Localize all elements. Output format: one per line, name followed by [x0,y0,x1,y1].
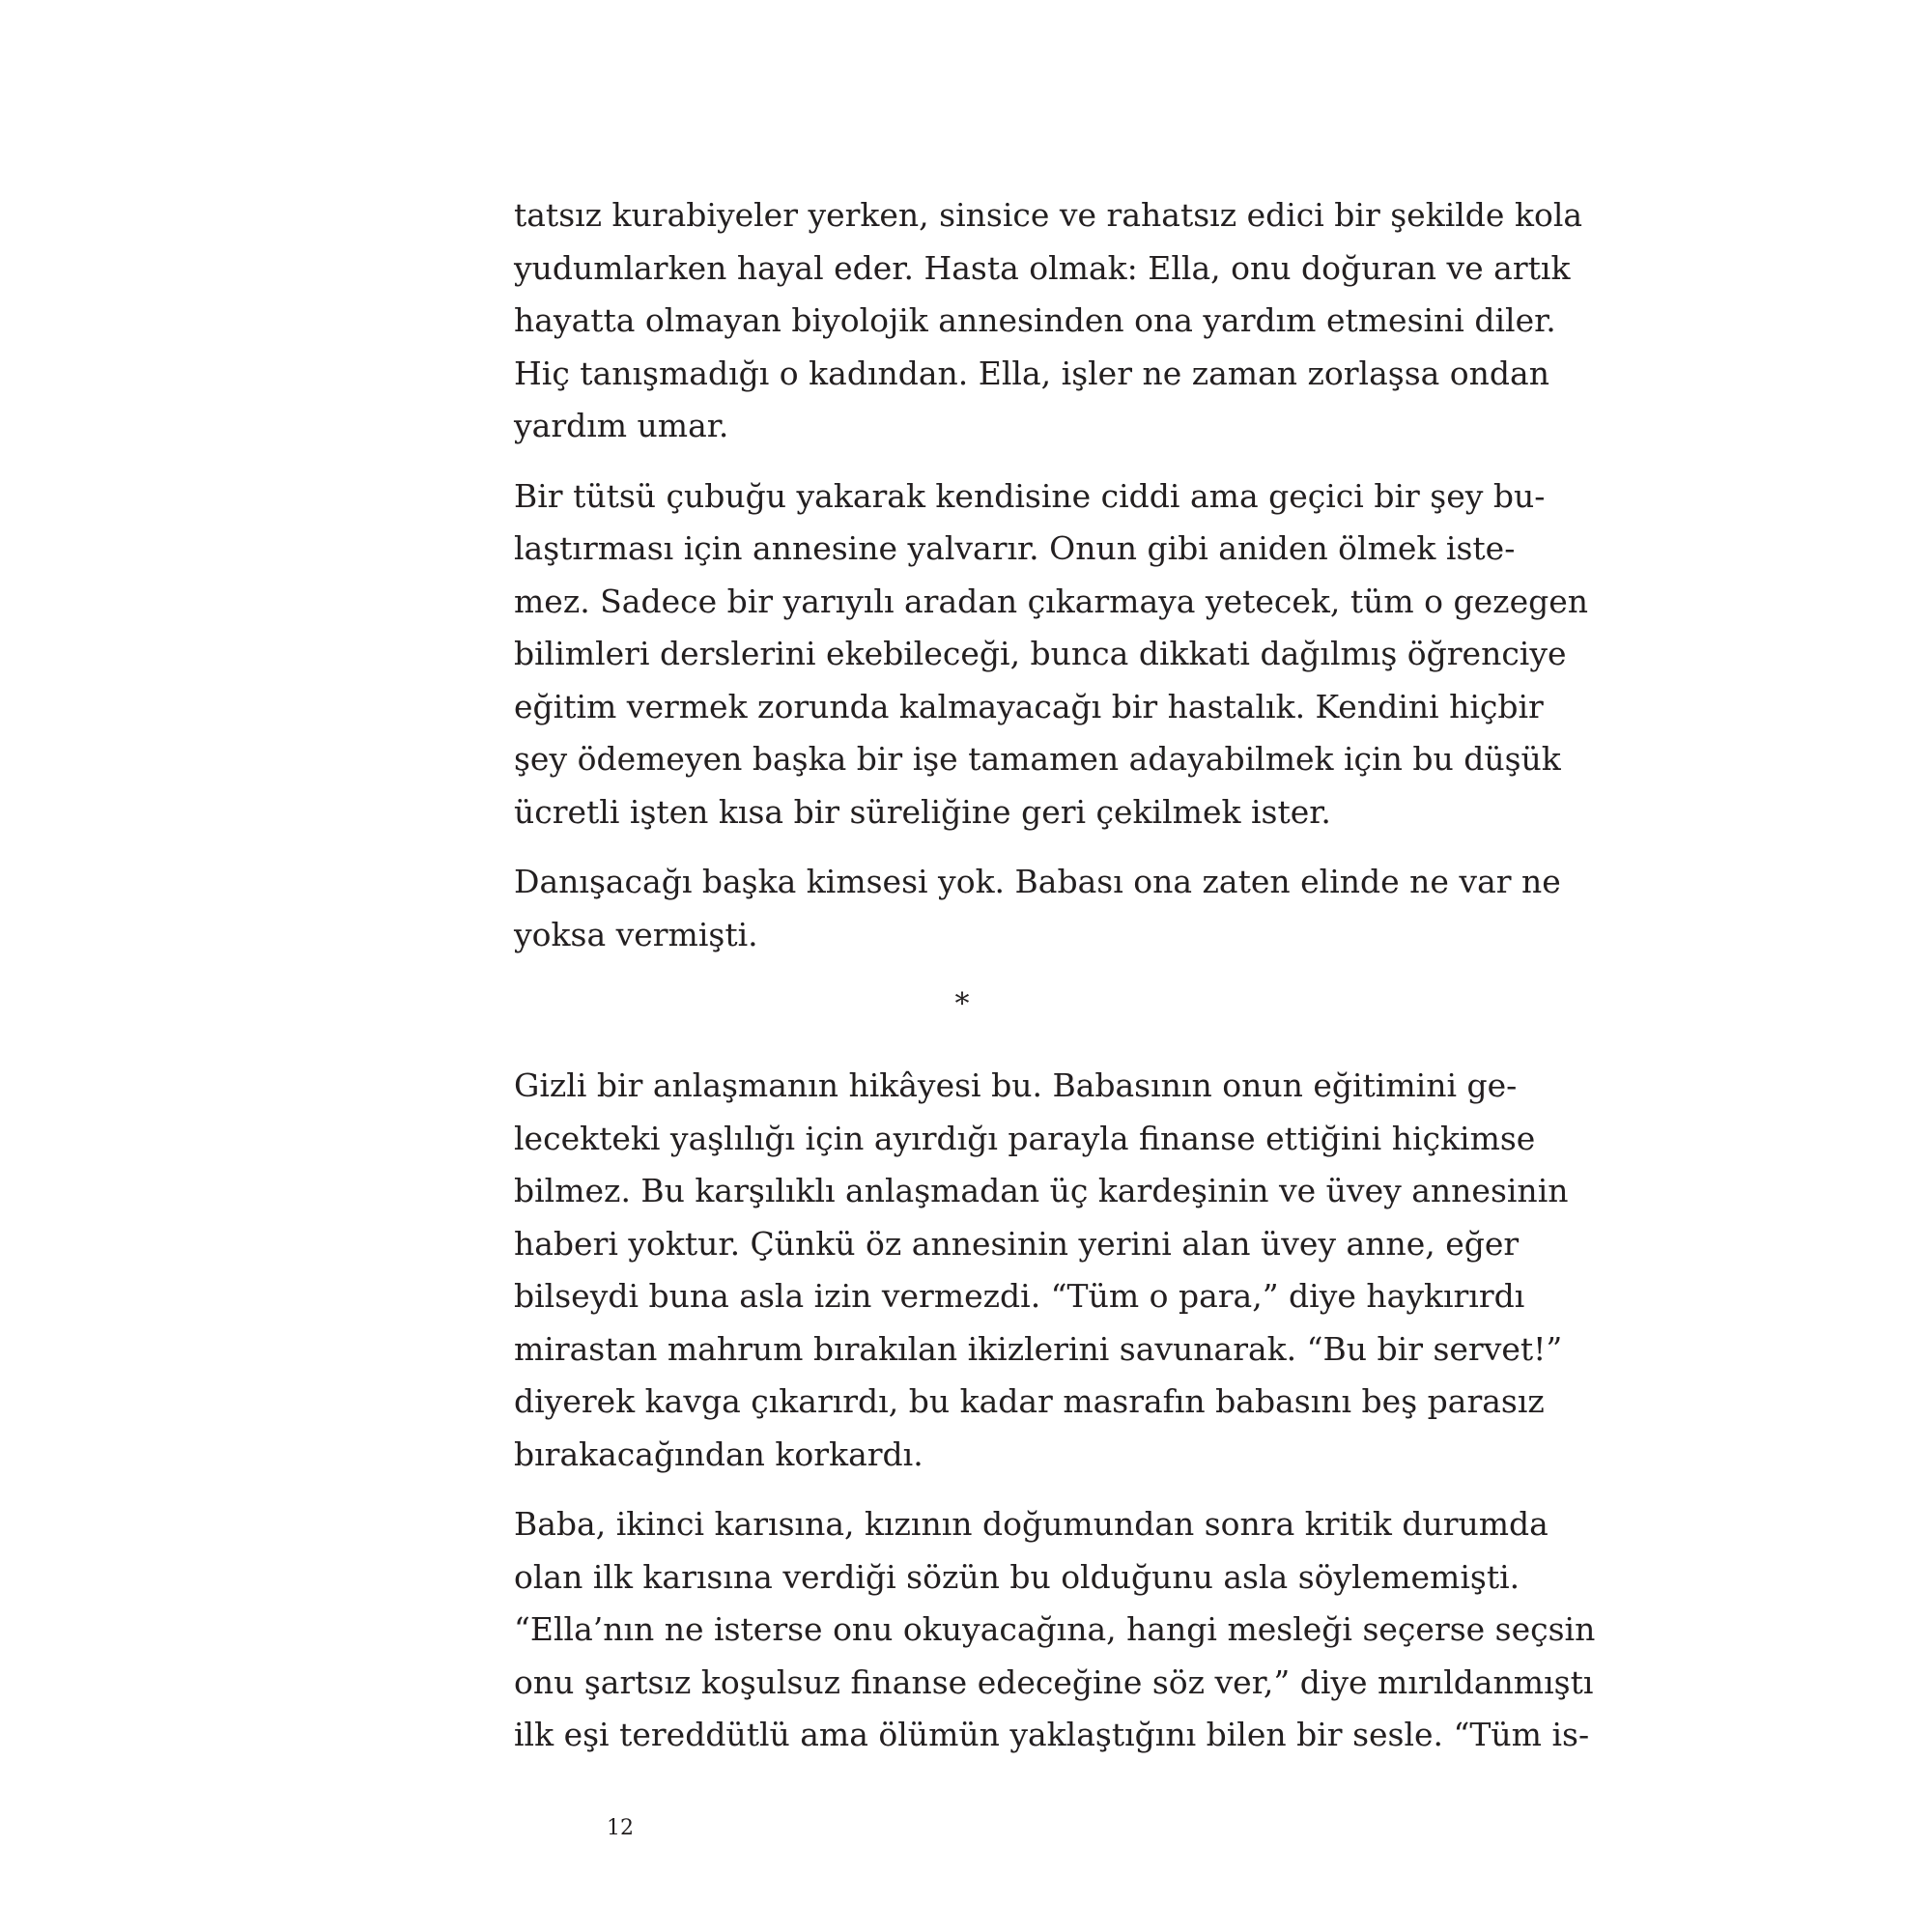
body-text [514,189,1596,1779]
text-line: bırakacağından korkardı. [514,1435,923,1473]
text-line: Hiç tanışmadığı o kadından. Ella, işler ne zaman zorlaşsa ondan [514,354,1549,392]
paragraph-5 [514,1498,1596,1762]
text-line: mez. Sadece bir yarıyılı aradan çıkarmaya yetecek, tüm o gezegen [514,582,1589,620]
text-line: haberi yoktur. Çünkü öz annesinin yerini alan üvey anne, eğer [514,1224,1520,1263]
text-line: hayatta olmayan biyolojik annesinden ona yardım etmesini diler. [514,301,1556,339]
text-line: yardım umar. [514,407,729,444]
section-separator: * [954,987,970,1021]
text-line: tatsız kurabiyeler yerken, sinsice ve rahatsız edici bir şekilde kola [514,196,1583,234]
text-line: Bir tütsü çubuğu yakarak kendisine ciddi ama geçici bir şey bu- [514,476,1546,515]
text-line: yoksa vermişti. [514,915,758,953]
text-line: onu şartsız koşulsuz finanse edeceğine söz ver,” diye mırıldanmıştı [514,1662,1594,1701]
text-line: laştırması için annesine yalvarır. Onun gibi aniden ölmek iste- [514,529,1516,567]
text-line: “Ella’nın ne isterse onu okuyacağına, hangi mesleği seçerse seçsin [514,1610,1596,1648]
paragraph-1 [514,189,1583,453]
text-line: yudumlarken hayal eder. Hasta olmak: Ella, onu doğuran ve artık [514,248,1571,287]
text-line: diyerek kavga çıkarırdı, bu kadar masrafın babasını beş parasız [514,1382,1545,1420]
text-line: olan ilk karısına verdiği sözün bu olduğunu asla söylememişti. [514,1557,1520,1596]
text-line: Danışacağı başka kimsesi yok. Babası ona zaten elinde ne var ne [514,863,1561,900]
text-line: ücretli işten kısa bir süreliğine geri çekilmek ister. [514,792,1331,831]
text-line: Gizli bir anlaşmanın hikâyesi bu. Babasının onun eğitimini ge- [514,1066,1518,1104]
page-number: 12 [607,1816,634,1840]
text-line: ilk eşi tereddütlü ama ölümün yaklaştığını bilen bir sesle. “Tüm is- [514,1716,1590,1753]
text-line: lecekteki yaşlılığı için ayırdığı parayla finanse ettiğini hiçkimse [514,1119,1536,1157]
paragraph-2 [514,470,1589,839]
text-line: mirastan mahrum bırakılan ikizlerini savunarak. “Bu bir servet!” [514,1329,1563,1368]
text-line: bilseydi buna asla izin vermezdi. “Tüm o para,” diye haykırırdı [514,1277,1525,1315]
paragraph-4 [514,1060,1569,1481]
text-line: şey ödemeyen başka bir işe tamamen adayabilmek için bu düşük [514,740,1561,778]
text-line: Baba, ikinci karısına, kızının doğumundan sonra kritik durumda [514,1505,1548,1543]
text-line: bilmez. Bu karşılıklı anlaşmadan üç kardeşinin ve üvey annesinin [514,1172,1569,1209]
text-line: eğitim vermek zorunda kalmayacağı bir hastalık. Kendini hiçbir [514,687,1544,725]
text-line: bilimleri derslerini ekebileceği, bunca dikkati dağılmış öğrenciye [514,635,1567,672]
paragraph-3 [514,856,1561,961]
